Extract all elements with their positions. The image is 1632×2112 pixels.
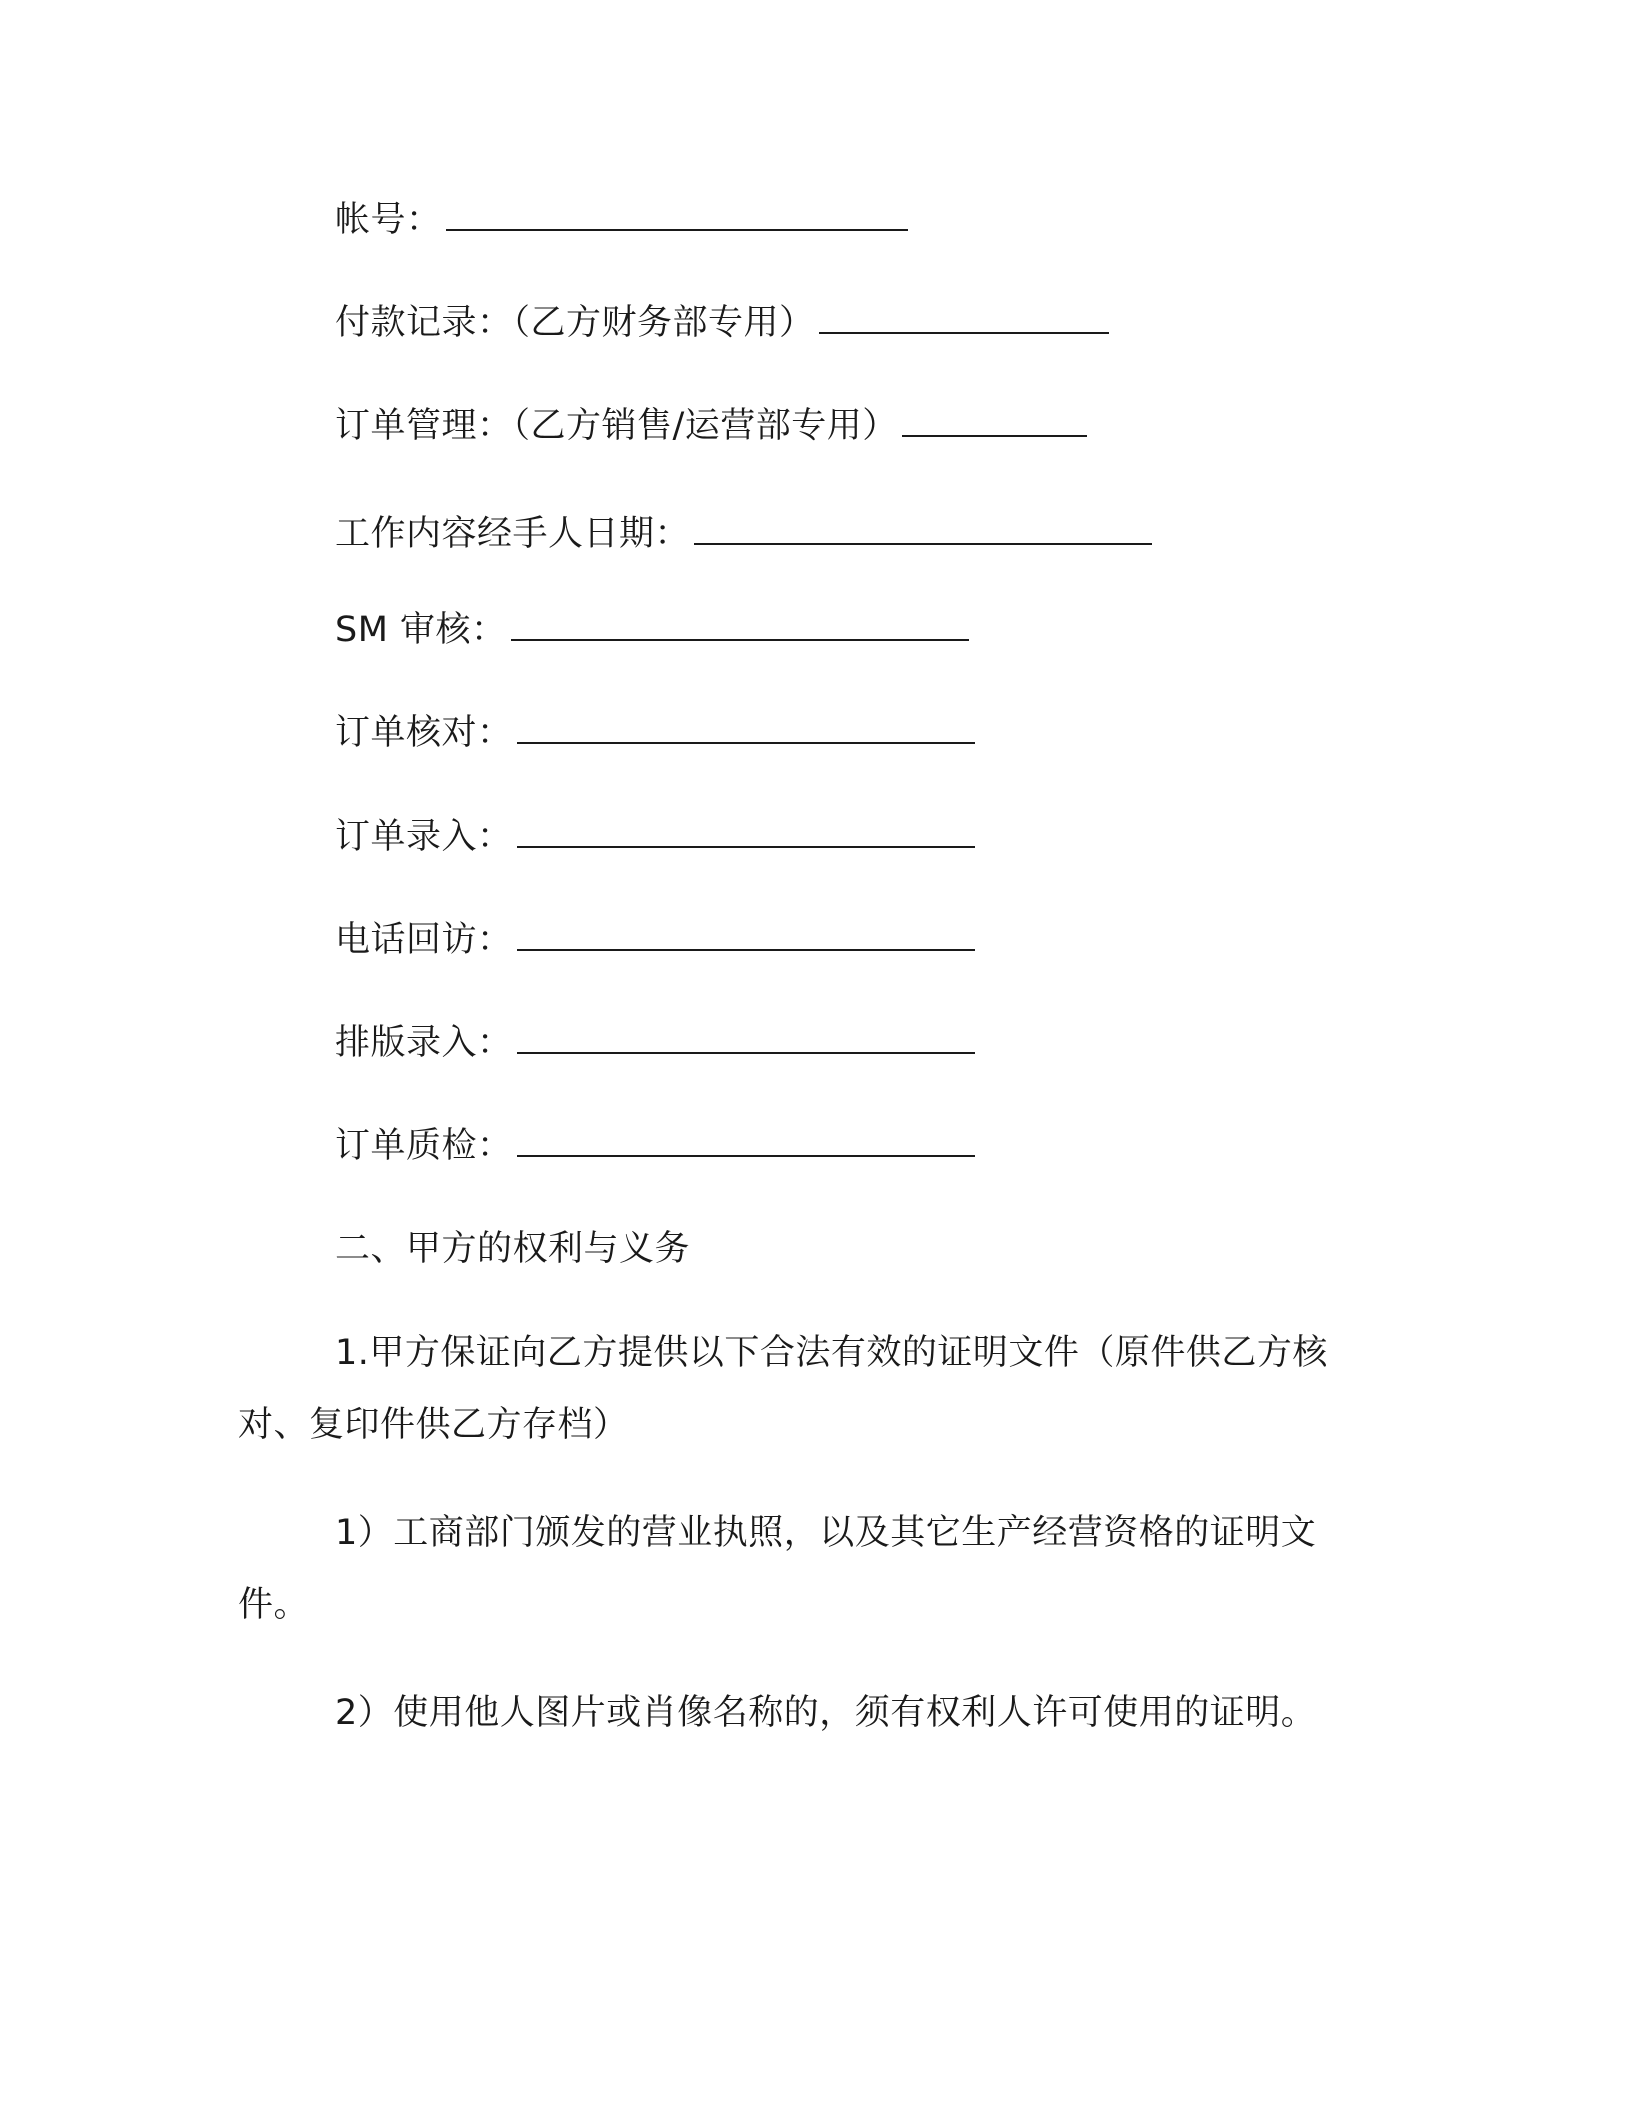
paragraph-3: 2）使用他人图片或肖像名称的，须有权利人许可使用的证明。 <box>335 1693 1317 1733</box>
field-order-management <box>335 402 1087 450</box>
field-order-quality-check <box>335 1122 975 1170</box>
field-order-check <box>335 709 975 757</box>
fill-in-blank[interactable] <box>517 1022 975 1054</box>
field-sm-review <box>335 606 969 654</box>
fill-in-blank[interactable] <box>446 199 908 231</box>
fill-in-blank[interactable] <box>511 609 969 641</box>
field-work-content-handler-date <box>335 510 1152 558</box>
field-label: 付款记录：（乙方财务部专用） <box>335 303 815 343</box>
paragraph-2: 1）工商部门颁发的营业执照，以及其它生产经营资格的证明文件。 <box>238 1513 1317 1625</box>
field-payment-record <box>335 299 1109 347</box>
field-label: 帐号： <box>335 200 442 240</box>
fill-in-blank[interactable] <box>517 919 975 951</box>
fill-in-blank[interactable] <box>517 1125 975 1157</box>
field-label: 订单管理：（乙方销售/运营部专用） <box>335 406 898 446</box>
field-label: 订单质检： <box>335 1126 513 1166</box>
field-label: 排版录入： <box>335 1023 513 1063</box>
paragraph-1: 1.甲方保证向乙方提供以下合法有效的证明文件（原件供乙方核对、复印件供乙方存档） <box>238 1333 1328 1445</box>
fill-in-blank[interactable] <box>902 405 1087 437</box>
fill-in-blank[interactable] <box>517 712 975 744</box>
field-phone-followup <box>335 916 975 964</box>
field-layout-entry <box>335 1019 975 1067</box>
field-label: 订单核对： <box>335 713 513 753</box>
field-order-entry <box>335 813 975 861</box>
fill-in-blank[interactable] <box>517 816 975 848</box>
section-heading: 二、甲方的权利与义务 <box>335 1229 691 1269</box>
field-label: 电话回访： <box>335 920 513 960</box>
fill-in-blank[interactable] <box>819 302 1109 334</box>
fill-in-blank[interactable] <box>694 513 1152 545</box>
field-label: 订单录入： <box>335 817 513 857</box>
field-label: SM 审核： <box>335 610 507 650</box>
field-account <box>335 196 908 244</box>
field-label: 工作内容经手人日期： <box>335 514 691 554</box>
